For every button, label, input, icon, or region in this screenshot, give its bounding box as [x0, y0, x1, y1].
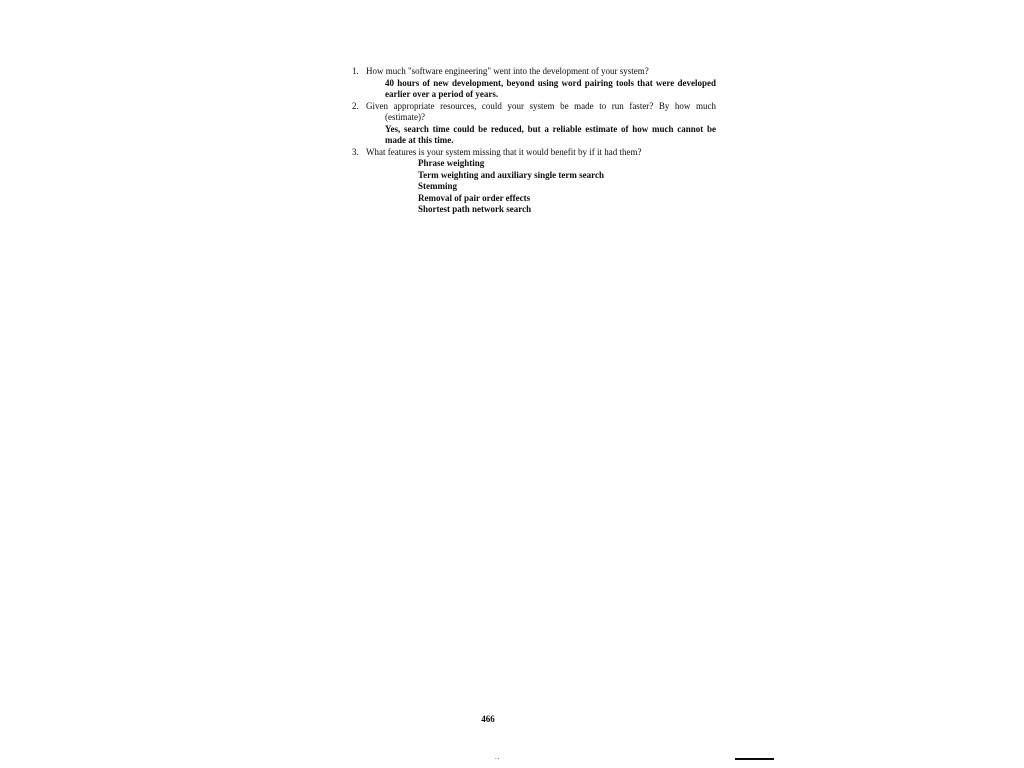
question-1-text: How much "software engineering" went into the development of your system? — [366, 66, 649, 76]
feature-item-shortest-path: Shortest path network search — [418, 204, 532, 214]
footer-rule — [735, 758, 774, 760]
qa-section — [352, 66, 716, 216]
question-1 — [352, 66, 716, 78]
page-number: 466 — [481, 714, 495, 724]
scan-smudge-mark: .. — [495, 753, 501, 761]
answer-2-line-1: Yes, search time could be reduced, but a reliable estimate of how much cannot be — [385, 123, 716, 134]
feature-item-phrase-weighting: Phrase weighting — [418, 158, 485, 168]
question-3-text: What features is your system missing that it would benefit by if it had them? — [366, 146, 642, 157]
feature-item-term-weighting: Term weighting and auxiliary single term search — [418, 169, 604, 180]
question-3 — [352, 147, 716, 159]
answer-1-line-2: earlier over a period of years. — [385, 89, 499, 99]
question-2-number: 2. — [352, 100, 359, 111]
answer-2-line-2: made at this time. — [385, 135, 454, 145]
answer-1-line-1: 40 hours of new development, beyond using word pairing tools that were developed — [385, 77, 716, 88]
feature-item-stemming: Stemming — [418, 181, 457, 191]
question-1-number: 1. — [352, 66, 359, 76]
question-2 — [352, 101, 716, 113]
question-2-continuation: (estimate)? — [385, 112, 425, 122]
question-3-number: 3. — [352, 146, 359, 157]
feature-item-pair-order: Removal of pair order effects — [418, 192, 531, 203]
question-2-text: Given appropriate resources, could your system be made to run faster? By how much — [366, 100, 716, 111]
